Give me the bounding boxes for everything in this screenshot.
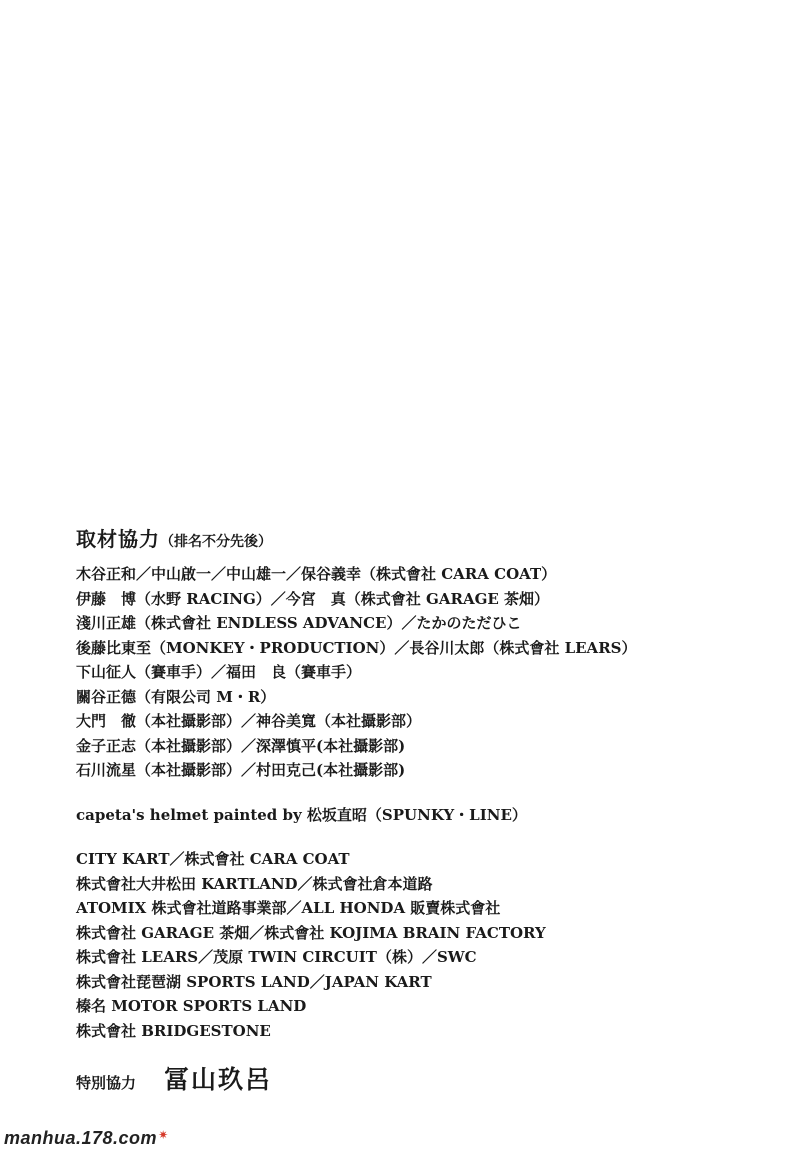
contributor-line: 下山征人（賽車手）／福田 良（賽車手） [76, 663, 362, 681]
organization-line: 株式會社 BRIDGESTONE [76, 1021, 271, 1040]
spacer [76, 783, 776, 803]
helmet-credit: capeta's helmet painted by 松坂直昭（SPUNKY・LINE） [76, 805, 527, 824]
contributor-line: 伊藤 博（水野 RACING）／今宮 真（株式會社 GARAGE 茶畑） [76, 589, 550, 608]
contributor-line: 金子正志（本社攝影部）／深澤慎平(本社攝影部) [76, 736, 406, 755]
organization-list [76, 847, 776, 1043]
watermark-text: manhua.178.com [4, 1128, 158, 1148]
contributor-line: 淺川正雄（株式會社 ENDLESS ADVANCE）／たかのただひこ [76, 614, 522, 632]
contributor-list [76, 562, 776, 783]
organization-line: 株式會社琵琶湖 SPORTS LAND／JAPAN KART [76, 972, 432, 991]
special-name: 冨山玖呂 [164, 1065, 273, 1094]
organization-line: 株式會社大井松田 KARTLAND／株式會社倉本道路 [76, 874, 433, 893]
contributor-line: 木谷正和／中山啟一／中山雄一／保谷義幸（株式會社 CARA COAT） [76, 565, 557, 583]
spacer [76, 827, 776, 847]
credits-block [76, 524, 776, 1043]
special-label: 特別協力 [76, 1074, 137, 1092]
credits-heading [76, 524, 776, 554]
organization-line: CITY KART／株式會社 CARA COAT [76, 850, 350, 868]
organization-line: 株式會社 LEARS／茂原 TWIN CIRCUIT（株）／SWC [76, 948, 477, 966]
heading-title: 取材協力 [76, 527, 160, 551]
organization-line: 株式會社 GARAGE 茶畑／株式會社 KOJIMA BRAIN FACTORY [76, 923, 546, 942]
special-thanks [76, 1060, 272, 1100]
organization-line: ATOMIX 株式會社道路事業部／ALL HONDA 販賣株式會社 [76, 899, 501, 917]
contributor-line: 大門 徹（本社攝影部）／神谷美寬（本社攝影部） [76, 712, 422, 730]
heading-note: （排名不分先後） [160, 534, 272, 550]
organization-line: 榛名 MOTOR SPORTS LAND [76, 997, 307, 1015]
contributor-line: 石川流星（本社攝影部）／村田克己(本社攝影部) [76, 761, 406, 779]
watermark [4, 1128, 169, 1149]
contributor-line: 關谷正德（有限公司 M・R） [76, 687, 276, 706]
star-icon: ✷ [158, 1128, 169, 1142]
contributor-line: 後藤比東至（MONKEY・PRODUCTION）／長谷川太郎（株式會社 LEARS） [76, 638, 637, 657]
